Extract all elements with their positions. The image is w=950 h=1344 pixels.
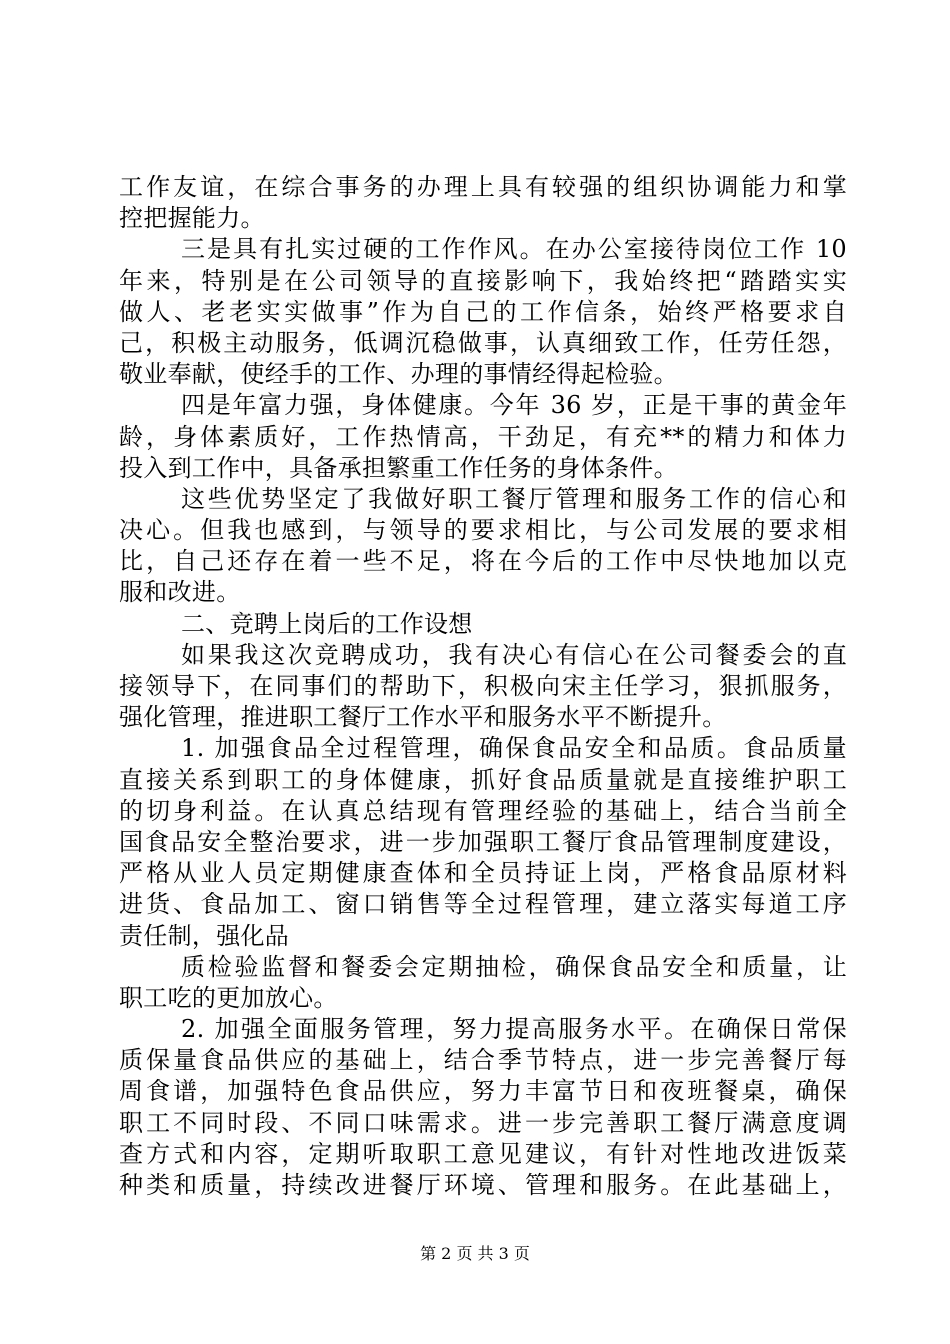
text-line: 周食谱，加强特色食品供应，努力丰富节日和夜班餐桌，确保 bbox=[119, 1077, 847, 1106]
text-line: 龄，身体素质好，工作热情高，干劲足，有充**的精力和体力 bbox=[119, 422, 847, 451]
text-line: 三是具有扎实过硬的工作作风。在办公室接待岗位工作 10 bbox=[181, 235, 847, 264]
text-line: 敬业奉献，使经手的工作、办理的事情经得起检验。 bbox=[119, 360, 678, 389]
text-line: 进货、食品加工、窗口销售等全过程管理，建立落实每道工序 bbox=[119, 890, 847, 919]
text-line: 严格从业人员定期健康查体和全员持证上岗，严格食品原材料 bbox=[119, 859, 847, 888]
page-footer: 第 2 页 共 3 页 bbox=[420, 1244, 530, 1263]
text-line: 比，自己还存在着一些不足，将在今后的工作中尽快地加以克 bbox=[119, 547, 847, 576]
text-line: 做人、老老实实做事”作为自己的工作信条，始终严格要求自 bbox=[119, 297, 847, 326]
text-line: 控把握能力。 bbox=[119, 204, 265, 233]
text-line: 种类和质量，持续改进餐厅环境、管理和服务。在此基础上， bbox=[119, 1171, 847, 1199]
text-line: 如果我这次竞聘成功，我有决心有信心在公司餐委会的直 bbox=[181, 640, 847, 669]
text-line: 强化管理，推进职工餐厅工作水平和服务水平不断提升。 bbox=[119, 703, 727, 732]
text-line: 四是年富力强，身体健康。今年 36 岁，正是干事的黄金年 bbox=[181, 391, 847, 420]
text-line: 投入到工作中，具备承担繁重工作任务的身体条件。 bbox=[119, 453, 678, 482]
text-line: 服和改进。 bbox=[119, 578, 241, 607]
text-line: 职工不同时段、不同口味需求。进一步完善职工餐厅满意度调 bbox=[119, 1108, 847, 1137]
text-line: 质保量食品供应的基础上，结合季节特点，进一步完善餐厅每 bbox=[119, 1046, 847, 1075]
text-line: 己，积极主动服务，低调沉稳做事，认真细致工作，任劳任怨， bbox=[119, 328, 847, 357]
text-line: 的切身利益。在认真总结现有管理经验的基础上，结合当前全 bbox=[119, 796, 847, 825]
text-line: 年来，特别是在公司领导的直接影响下，我始终把“踏踏实实 bbox=[119, 266, 847, 295]
text-line: 国食品安全整治要求，进一步加强职工餐厅食品管理制度建设， bbox=[119, 827, 847, 856]
text-line: 质检验监督和餐委会定期抽检，确保食品安全和质量，让 bbox=[181, 952, 847, 981]
text-line: 这些优势坚定了我做好职工餐厅管理和服务工作的信心和 bbox=[181, 484, 847, 513]
text-line: 2. 加强全面服务管理，努力提高服务水平。在确保日常保 bbox=[181, 1015, 847, 1044]
text-line: 决心。但我也感到，与领导的要求相比，与公司发展的要求相 bbox=[119, 516, 847, 545]
text-line: 1. 加强食品全过程管理，确保食品安全和品质。食品质量 bbox=[181, 734, 847, 763]
text-line: 职工吃的更加放心。 bbox=[119, 983, 338, 1012]
text-line: 二、竞聘上岗后的工作设想 bbox=[181, 609, 473, 638]
text-line: 责任制，强化品 bbox=[119, 921, 290, 950]
text-line: 直接关系到职工的身体健康，抓好食品质量就是直接维护职工 bbox=[119, 765, 847, 794]
text-line: 查方式和内容，定期听取职工意见建议，有针对性地改进饭菜 bbox=[119, 1139, 847, 1168]
text-line: 接领导下，在同事们的帮助下，积极向宋主任学习，狠抓服务， bbox=[119, 672, 847, 700]
text-line: 工作友谊，在综合事务的办理上具有较强的组织协调能力和掌 bbox=[119, 173, 847, 201]
document-body bbox=[119, 172, 847, 1201]
